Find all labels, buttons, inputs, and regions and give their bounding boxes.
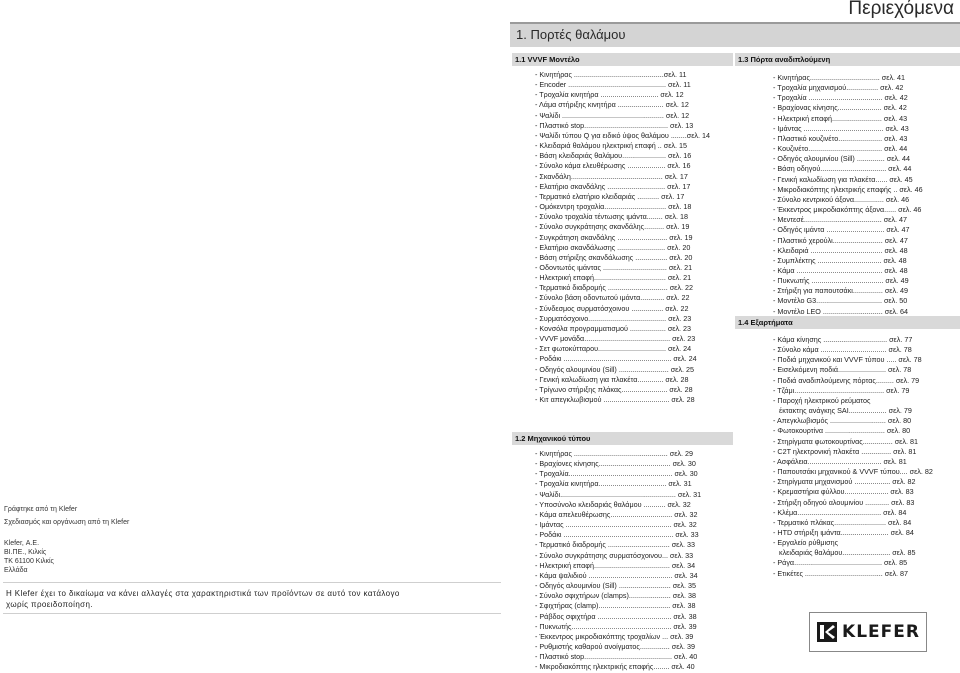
toc-entry: - Ομόκεντρη τροχαλία............................... σελ. 18 <box>535 202 692 212</box>
toc-entry: - Ψαλίδι ................................................... σελ. 12 <box>535 110 690 120</box>
toc-entry: - HTD στήριξη ιμάντα........................ σελ. 84 <box>773 527 914 537</box>
toc-entry: - Πλαστικό κουζινέτο...................... σελ. 43 <box>773 133 908 143</box>
toc-entry: - Εισελκόμενη ποδιά........................ σελ. 78 <box>773 365 912 375</box>
toc-entry: - Σύνολο συγκράτησης σκανδάλης.......... σελ. 19 <box>535 222 690 232</box>
toc-entry: - Βάση κλειδαριάς θαλάμου...................... σελ. 16 <box>535 151 692 161</box>
klefer-mark-icon <box>816 621 838 643</box>
toc-entry: - Στηρίγματα φωτοκουρτίνας............... σελ. 81 <box>773 436 918 446</box>
toc-entry: - Μικροδιακόπτης ηλεκτρικής επαφής .. σελ. 46 <box>773 184 923 194</box>
toc-entry: - Βραχίονας κίνησης...................... σελ. 42 <box>773 103 907 113</box>
toc-entry: - Ράγα............................................ σελ. 85 <box>773 558 908 568</box>
toc-entry: - Συγκράτηση σκανδάλης ......................... σελ. 19 <box>535 232 693 242</box>
toc-entry: - Οδηγός αλουμινίου (Sill) .......................... σελ. 35 <box>535 581 696 591</box>
toc-entry: - Κονσόλα προγραμματισμού .................. σελ. 23 <box>535 323 692 333</box>
toc-entry: - Ασφάλεια..................................... σελ. 81 <box>773 456 907 466</box>
section-1-2-list <box>535 449 701 672</box>
toc-entry: - Ψαλίδι τύπου Q για ειδικό ύψος θαλάμου ........σελ. 14 <box>535 130 711 140</box>
section-1-1-list <box>535 70 710 405</box>
toc-entry: - Ροδάκι ....................................................... σελ. 33 <box>535 530 699 540</box>
disclaimer-line-2: χωρίς προειδοποίηση. <box>6 600 93 609</box>
toc-entry: - Κάμα ........................................... σελ. 48 <box>773 265 908 275</box>
toc-entry: - Ηλεκτρική επαφή......................... σελ. 43 <box>773 113 908 123</box>
toc-entry: - Ελατήριο σκανδάλης ............................. σελ. 17 <box>535 181 691 191</box>
toc-entry: - VVVF μονάδα........................................... σελ. 23 <box>535 334 696 344</box>
toc-entry: - Λάμα στήριξης κινητήρα ....................... σελ. 12 <box>535 100 689 110</box>
toc-entry: - Τροχαλία.................................................... σελ. 30 <box>535 469 698 479</box>
toc-entry: - Παπουτσάκι μηχανικού & VVVF τύπου.... σελ. 82 <box>773 467 933 477</box>
toc-entry: - Κάμα ψαλιδιού .......................................... σελ. 34 <box>535 570 698 580</box>
toc-entry: - Σύνολο σφιχτήρων (clamps)..................... σελ. 38 <box>535 591 696 601</box>
address-line-4: Ελλάδα <box>4 567 28 574</box>
toc-entry: - Σύνολο κεντρικού άξονα............... σελ. 46 <box>773 194 910 204</box>
toc-entry: - Υποσύνολο κλειδαριάς θαλάμου ........... σελ. 32 <box>535 499 691 509</box>
toc-entry: - Οδηγός ιμάντα ............................. σελ. 47 <box>773 225 910 235</box>
toc-entry: - Κλέμα.......................................... σελ. 84 <box>773 507 907 517</box>
address-line-3: ΤΚ 61100 Κιλκίς <box>4 558 54 565</box>
toc-entry: - Στήριξη για παπουτσάκι............... σελ. 49 <box>773 286 909 296</box>
toc-entry: - Μοντέλο LEO .............................. σελ. 64 <box>773 306 908 316</box>
toc-entry: - Κρεμαστήρια φύλλου...................... σελ. 83 <box>773 487 914 497</box>
page-heading: Περιεχόμενα <box>848 0 954 19</box>
toc-entry: - Στηρίγματα μηχανισμού .................. σελ. 82 <box>773 477 916 487</box>
toc-entry: - Ηλεκτρική επαφή...................................... σελ. 34 <box>535 560 696 570</box>
toc-entry: - Κλειδαριά θαλάμου ηλεκτρική επαφή .. σελ. 15 <box>535 141 688 151</box>
toc-entry: - Εργαλείο ρύθμισης <box>773 538 839 548</box>
toc-entry: - Σύνδεσμος συρματόσχοινου ................ σελ. 22 <box>535 303 689 313</box>
disclaimer-box <box>3 582 501 614</box>
toc-entry: - Απεγκλωβισμός ............................ σελ. 80 <box>773 416 912 426</box>
section-1-4-title: 1.4 Εξαρτήματα <box>735 316 960 329</box>
toc-entry: - Συρματόσχοινο....................................... σελ. 23 <box>535 313 692 323</box>
toc-entry: - Σφιχτήρας (clamp).................................... σελ. 38 <box>535 601 696 611</box>
toc-entry: - Τρίγωνο στήριξης πλάκας....................... σελ. 28 <box>535 384 693 394</box>
toc-entry: - Κάμα απελευθέρωσης............................... σελ. 32 <box>535 509 698 519</box>
toc-entry: - Γενική καλωδίωση για πλακέτα............. σελ. 28 <box>535 374 689 384</box>
section-1-4-list <box>773 335 933 579</box>
toc-entry: - Τζάμι............................................. σελ. 79 <box>773 385 910 395</box>
toc-entry: - Ιμάντας ........................................ σελ. 43 <box>773 123 909 133</box>
toc-entry: - Τροχαλία μηχανισμού................ σελ. 42 <box>773 83 904 93</box>
address-line-1: Klefer, Α.Ε. <box>4 540 40 547</box>
section-1-3-title: 1.3 Πόρτα αναδιπλούμενη <box>735 53 960 66</box>
toc-entry: - Σκανδάλη.............................................. σελ. 17 <box>535 171 688 181</box>
toc-entry: - Κινητήρας................................... σελ. 41 <box>773 73 906 82</box>
toc-entry: - Μεντεσέ....................................... σελ. 47 <box>773 215 907 225</box>
toc-entry: - Βραχίονες κίνησης.................................... σελ. 30 <box>535 459 696 469</box>
toc-entry: - Βάση στήριξης σκανδάλωσης ................ σελ. 20 <box>535 252 693 262</box>
toc-entry: - Ετικέτες ....................................... σελ. 87 <box>773 568 909 578</box>
toc-entry: - Τερματικό διαδρομής .............................. σελ. 22 <box>535 283 693 293</box>
section-1-2-title: 1.2 Μηχανικού τύπου <box>512 432 733 445</box>
toc-entry: - Βάση οδηγού................................. σελ. 44 <box>773 164 912 174</box>
toc-entry: - Μικροδιακόπτης ηλεκτρικής επαφής........ σελ. 40 <box>535 662 695 672</box>
toc-entry: - Έκκεντρος μικροδιακόπτης άξονα...... σελ. 46 <box>773 205 922 215</box>
toc-entry: - Ηλεκτρική επαφή.................................... σελ. 21 <box>535 273 692 283</box>
toc-entry: - Σύνολο τροχαλία τέντωσης ιμάντα........ σελ. 18 <box>535 212 688 222</box>
toc-entry: - Ροδάκι ...................................................... σελ. 24 <box>535 354 697 364</box>
section-1-3-list <box>773 73 923 317</box>
toc-entry: - Ρυθμιστής καθαρού ανοίγματος............... σελ. 39 <box>535 641 696 651</box>
toc-entry: έκτακτης ανάγκης SAI................... σελ. 79 <box>773 406 912 416</box>
toc-entry: - Ελατήριο σκανδάλωσης ........................ σελ. 20 <box>535 242 691 252</box>
klefer-logo <box>809 612 927 652</box>
toc-entry: - Κιτ απεγκλωβισμού ................................. σελ. 28 <box>535 395 695 404</box>
toc-entry: - Μοντέλο G3................................. σελ. 50 <box>773 296 908 306</box>
section-1-1-title: 1.1 VVVF Μοντέλο <box>512 53 733 66</box>
toc-entry: - Τροχαλία κινητήρα.................................. σελ. 31 <box>535 479 692 489</box>
toc-entry: - Τερματικό πλάκας.......................... σελ. 84 <box>773 517 912 527</box>
toc-entry: - Κλειδαριά .................................... σελ. 48 <box>773 245 908 255</box>
toc-entry: - Πυκνωτής.................................................. σελ. 39 <box>535 621 697 631</box>
toc-entry: - Σετ φωτοκύτταρου.................................. σελ. 24 <box>535 344 692 354</box>
toc-entry: - Σύνολο κάμα ελευθέρωσης ................... σελ. 16 <box>535 161 691 171</box>
toc-entry: - Τροχαλία ..................................... σελ. 42 <box>773 93 908 103</box>
toc-entry: - Συμπλέκτης ................................ σελ. 48 <box>773 255 907 265</box>
credit-written-by: Γράφτηκε από τη Klefer <box>4 506 78 513</box>
toc-entry: - Παροχή ηλεκτρικού ρεύματος <box>773 395 871 405</box>
toc-entry: - Τροχαλία κινητήρα ............................. σελ. 12 <box>535 90 684 100</box>
toc-entry: - Ποδιά αναδιπλούμενης πόρτας......... σελ. 79 <box>773 375 920 385</box>
toc-entry: - Ποδιά μηχανικού και VVVF τύπου ..... σελ. 78 <box>773 355 922 365</box>
toc-entry: - Οδοντωτός ιμάντας ................................ σελ. 21 <box>535 262 693 272</box>
toc-entry: - Πλαστικό χερούλι......................... σελ. 47 <box>773 235 908 245</box>
toc-entry: - Πλαστικό stop............................................ σελ. 40 <box>535 652 698 662</box>
logo-wordmark: KLEFER <box>842 622 920 642</box>
toc-entry: - Τερματικό ελατήριο κλειδαριάς ........... σελ. 17 <box>535 191 685 201</box>
toc-entry: - Πυκνωτής .................................... σελ. 49 <box>773 276 909 286</box>
toc-entry: κλειδαριάς θαλάμου........................ σελ. 85 <box>773 548 916 558</box>
toc-entry: - Κάμα κίνησης ................................ σελ. 77 <box>773 335 913 344</box>
toc-entry: - Ράβδος σφιχτήρα ..................................... σελ. 38 <box>535 611 697 621</box>
toc-entry: - Στήριξη οδηγού αλουμινίου ............ σελ. 83 <box>773 497 915 507</box>
disclaimer-line-1: Η Klefer έχει το δικαίωμα να κάνει αλλαγές στα χαρακτηριστικά των προϊόντων σε αυτό τον κατάλογο <box>6 589 400 598</box>
toc-entry: - Τερματικό διαδρομής ............................... σελ. 33 <box>535 540 695 550</box>
address-line-2: ΒΙ.ΠΕ., Κιλκίς <box>4 549 47 556</box>
toc-entry: - Σύνολο κάμα ................................. σελ. 78 <box>773 345 912 355</box>
toc-entry: - Κινητήρας .............................................σελ. 11 <box>535 70 687 79</box>
toc-entry: - C2T ηλεκτρονική πλακέτα ............... σελ. 81 <box>773 446 917 456</box>
toc-entry: - Φωτοκουρτίνα .............................. σελ. 80 <box>773 426 911 436</box>
toc-entry: - Έκκεντρος μικροδιακόπτης τροχαλίων ... σελ. 39 <box>535 631 694 641</box>
toc-entry: - Κουζινέτο..................................... σελ. 44 <box>773 144 908 154</box>
credit-designed-by: Σχεδιασμός και οργάνωση από τη Klefer <box>4 519 130 526</box>
toc-entry: - Οδηγός αλουμινίου (Sill) ......................... σελ. 25 <box>535 364 694 374</box>
toc-entry: - Πλαστικό stop.......................................... σελ. 13 <box>535 120 694 130</box>
toc-entry: - Οδηγός αλουμινίου (Sill) .............. σελ. 44 <box>773 154 910 164</box>
toc-entry: - Σύνολο βάση οδοντωτού ιμάντα............ σελ. 22 <box>535 293 690 303</box>
toc-entry: - Ψαλίδι.......................................................... σελ. 31 <box>535 489 702 499</box>
toc-entry: - Γενική καλωδίωση για πλακέτα...... σελ. 45 <box>773 174 913 184</box>
toc-entry: - Σύνολο συγκράτησης συρματόσχοινου... σελ. 33 <box>535 550 694 560</box>
toc-entry: - Ιμάντας ..................................................... σελ. 32 <box>535 520 697 530</box>
toc-entry: - Κινητήρας ............................................... σελ. 29 <box>535 449 693 458</box>
section-title: 1. Πορτές θαλάμου <box>516 27 626 42</box>
toc-entry: - Encoder ................................................. σελ. 11 <box>535 80 691 90</box>
